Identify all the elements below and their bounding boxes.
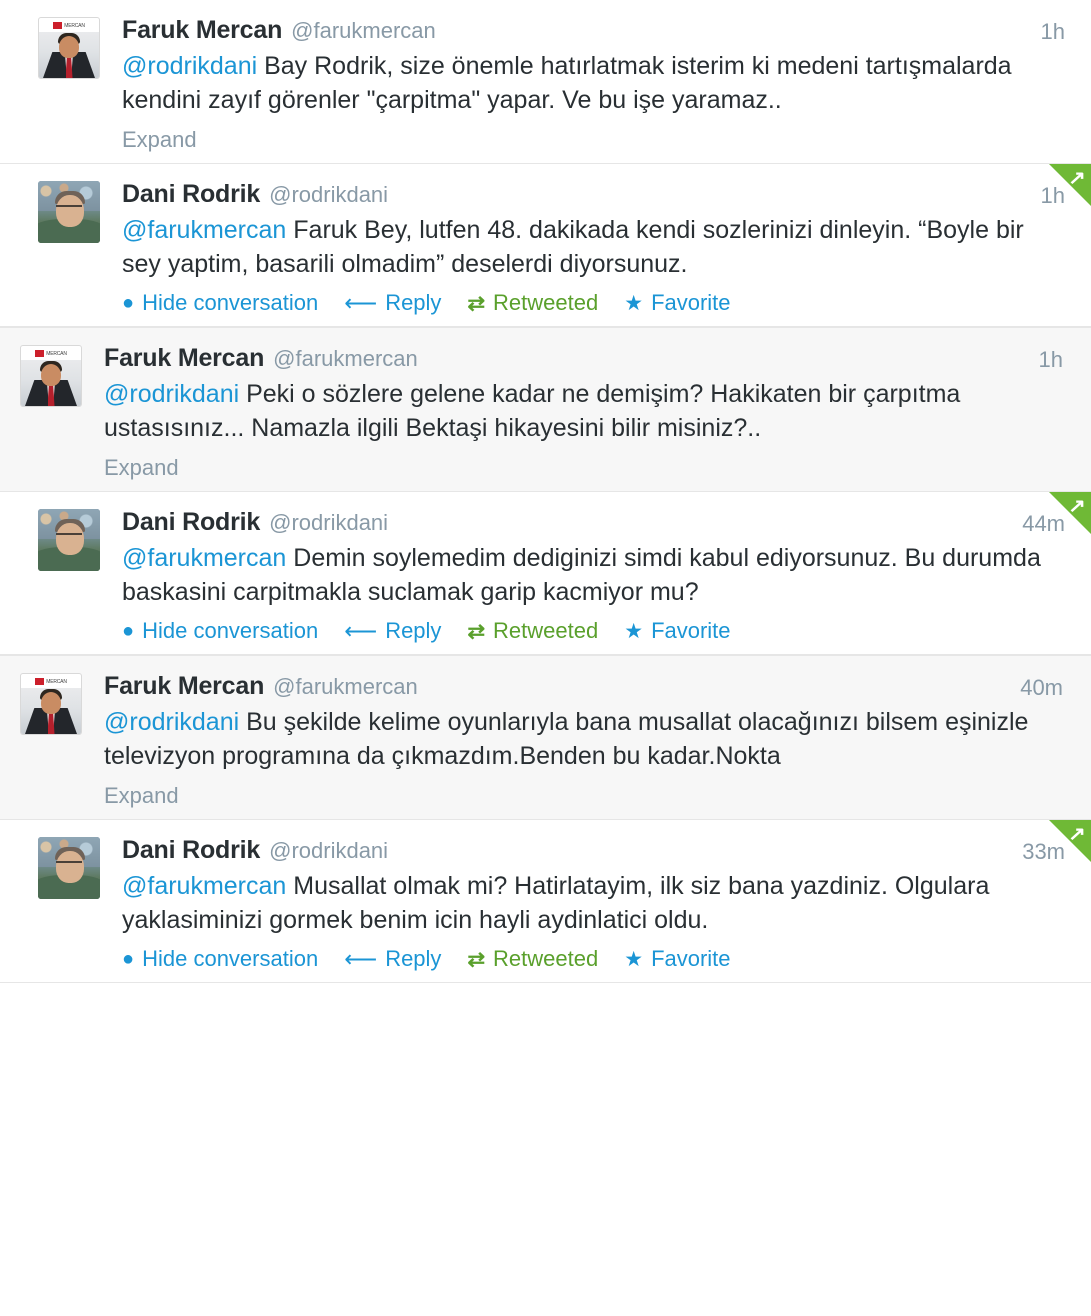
hide-conversation-button[interactable]: [122, 290, 318, 316]
tweet-item[interactable]: [0, 327, 1091, 492]
tweet-header: [122, 180, 1069, 209]
tweet-mention-link[interactable]: @rodrikdani: [104, 380, 240, 408]
tweet-item[interactable]: [0, 655, 1091, 820]
retweeted-corner-badge: ↗: [1049, 820, 1091, 862]
avatar-logo: MERCAN: [39, 20, 99, 32]
tweet-text: [104, 377, 1069, 446]
tweet-text: [104, 705, 1069, 774]
left-arrow-icon: ⟵: [344, 289, 378, 316]
tweet-header: [122, 16, 1069, 45]
hide-conversation-label: Hide conversation: [142, 618, 319, 643]
tweet-timestamp[interactable]: 1h: [1040, 19, 1065, 44]
tweet-body: Peki o sözlere gelene kadar ne demişim? Hakikaten bir çarpıtma ustasısınız... Namazla ilgili Bektaşi hikayesini bilir misiniz?..: [104, 380, 961, 443]
retweeted-corner-badge: ↗: [1049, 492, 1091, 534]
avatar[interactable]: [38, 181, 100, 243]
tweet-header: [122, 508, 1069, 537]
retweeted-label: Retweeted: [493, 290, 599, 315]
retweet-icon: ⇄: [467, 291, 486, 315]
tweet-timestamp[interactable]: 1h: [1038, 347, 1063, 372]
tweet-author-name[interactable]: Faruk Mercan: [104, 344, 265, 372]
favorite-button[interactable]: [624, 946, 730, 972]
avatar[interactable]: [20, 673, 82, 735]
tweet-mention-link[interactable]: @rodrikdani: [104, 708, 240, 736]
tweet-timestamp[interactable]: 1h: [1040, 182, 1065, 208]
favorite-label: Favorite: [651, 946, 731, 971]
speech-bubble-icon: ●: [122, 620, 135, 642]
tweet-content: [100, 178, 1069, 317]
tweet-actions: [122, 290, 1069, 316]
tweet-mention-link[interactable]: @farukmercan: [122, 215, 287, 244]
tweet-header: [104, 672, 1069, 701]
reply-button[interactable]: [344, 290, 441, 316]
reply-label: Reply: [385, 618, 442, 643]
tweet-mention-link[interactable]: @rodrikdani: [122, 52, 258, 80]
speech-bubble-icon: ●: [122, 948, 135, 970]
tweet-body: Bu şekilde kelime oyunlarıyla bana musallat olacağınızı bilsem eşinizle televizyon programına da çıkmazdım.Benden bu kadar.Nokta: [104, 708, 1029, 771]
tweet-content: [100, 14, 1069, 153]
left-arrow-icon: ⟵: [344, 617, 378, 644]
tweet-timestamp[interactable]: 33m: [1022, 838, 1065, 864]
tweet-actions: [122, 946, 1069, 972]
tweet-header: [122, 836, 1069, 865]
tweet-body: Musallat olmak mi? Hatirlatayim, ilk siz bana yazdiniz. Olgulara yaklasiminizi gormek benim icin hayli aydinlatici oldu.: [122, 871, 990, 934]
expand-button[interactable]: Expand: [104, 454, 179, 480]
favorite-button[interactable]: [624, 290, 730, 316]
retweeted-corner-badge: ↗: [1049, 164, 1091, 206]
star-icon: ★: [624, 947, 644, 971]
tweet-content: [82, 670, 1069, 809]
tweet-text: [122, 869, 1069, 938]
expand-button[interactable]: Expand: [104, 782, 179, 808]
hide-conversation-button[interactable]: [122, 946, 318, 972]
avatar[interactable]: [38, 837, 100, 899]
retweeted-label: Retweeted: [493, 946, 599, 971]
tweet-timestamp[interactable]: 40m: [1020, 675, 1063, 700]
reply-label: Reply: [385, 946, 442, 971]
tweet-body: Bay Rodrik, size önemle hatırlatmak isterim ki medeni tartışmalarda kendini zayıf görenler "çarpitma" yapar. Ve bu işe yaramaz..: [122, 52, 1012, 115]
expand-button[interactable]: Expand: [122, 126, 197, 152]
tweet-author-handle[interactable]: @rodrikdani: [269, 837, 389, 863]
avatar[interactable]: [38, 17, 100, 79]
tweet-author-handle[interactable]: @farukmercan: [273, 674, 418, 699]
avatar[interactable]: [38, 509, 100, 571]
retweeted-label: Retweeted: [493, 618, 599, 643]
favorite-label: Favorite: [651, 618, 731, 643]
tweet-author-name[interactable]: Dani Rodrik: [122, 507, 261, 536]
retweet-button[interactable]: [467, 946, 598, 972]
favorite-label: Favorite: [651, 290, 731, 315]
tweet-text: [122, 49, 1069, 118]
tweet-body: Faruk Bey, lutfen 48. dakikada kendi sozlerinizi dinleyin. “Boyle bir sey yaptim, basarili olmadim” deselerdi diyorsunuz.: [122, 215, 1024, 278]
tweet-content: [100, 834, 1069, 973]
tweet-body: Demin soylemedim dediginizi simdi kabul ediyorsunuz. Bu durumda baskasini carpitmakla suclamak garip kacmiyor mu?: [122, 543, 1041, 606]
tweet-mention-link[interactable]: @farukmercan: [122, 543, 287, 572]
retweet-icon: ⇄: [467, 619, 486, 643]
tweet-timestamp[interactable]: 44m: [1022, 510, 1065, 536]
reply-label: Reply: [385, 290, 442, 315]
tweet-header: [104, 344, 1069, 373]
tweet-text: [122, 213, 1069, 282]
favorite-button[interactable]: [624, 618, 730, 644]
tweet-mention-link[interactable]: @farukmercan: [122, 871, 287, 900]
reply-button[interactable]: [344, 618, 441, 644]
tweet-author-handle[interactable]: @rodrikdani: [269, 181, 389, 207]
retweet-button[interactable]: [467, 618, 598, 644]
tweet-author-name[interactable]: Faruk Mercan: [122, 16, 283, 44]
tweet-author-handle[interactable]: @farukmercan: [291, 18, 436, 43]
tweet-item[interactable]: [0, 820, 1091, 984]
retweet-icon: ⇄: [467, 947, 486, 971]
hide-conversation-label: Hide conversation: [142, 946, 319, 971]
tweet-actions: [122, 618, 1069, 644]
tweet-item[interactable]: [0, 164, 1091, 328]
tweet-item[interactable]: [0, 0, 1091, 164]
speech-bubble-icon: ●: [122, 292, 135, 314]
tweet-author-handle[interactable]: @farukmercan: [273, 346, 418, 371]
tweet-content: [82, 342, 1069, 481]
avatar-logo: MERCAN: [21, 348, 81, 360]
tweet-item[interactable]: [0, 492, 1091, 656]
tweet-text: [122, 541, 1069, 610]
reply-button[interactable]: [344, 946, 441, 972]
tweet-author-name[interactable]: Faruk Mercan: [104, 672, 265, 700]
tweet-author-name[interactable]: Dani Rodrik: [122, 179, 261, 208]
avatar[interactable]: [20, 345, 82, 407]
hide-conversation-label: Hide conversation: [142, 290, 319, 315]
tweet-content: [100, 506, 1069, 645]
star-icon: ★: [624, 619, 644, 643]
retweet-button[interactable]: [467, 290, 598, 316]
hide-conversation-button[interactable]: [122, 618, 318, 644]
star-icon: ★: [624, 291, 644, 315]
left-arrow-icon: ⟵: [344, 945, 378, 972]
tweet-author-name[interactable]: Dani Rodrik: [122, 835, 261, 864]
avatar-logo: MERCAN: [21, 676, 81, 688]
tweet-author-handle[interactable]: @rodrikdani: [269, 509, 389, 535]
